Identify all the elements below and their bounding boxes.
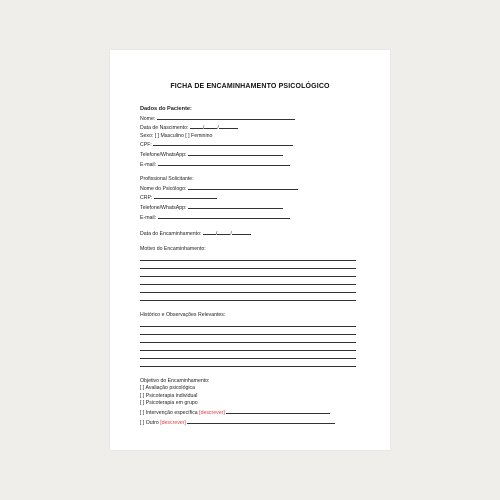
- other-label: [ ] Outro: [140, 419, 159, 426]
- patient-cpf-field[interactable]: [153, 140, 293, 146]
- referral-year-field[interactable]: [230, 229, 251, 238]
- date-separator: /: [230, 231, 232, 238]
- patient-phone-label: Telefone/WhatsApp:: [140, 151, 187, 158]
- objective-option-evaluation[interactable]: [ ] Avaliação psicológica: [140, 385, 195, 392]
- referral-date-label: Data do Encaminhamento:: [140, 231, 202, 238]
- professional-phone-label: Telefone/WhatsApp:: [140, 204, 187, 211]
- referral-month-field[interactable]: [215, 229, 232, 238]
- history-line[interactable]: [140, 335, 356, 343]
- patient-email-field[interactable]: [158, 160, 290, 166]
- professional-email-row: [140, 213, 366, 223]
- history-line[interactable]: [140, 359, 356, 367]
- patient-name-label: Nome:: [140, 115, 156, 122]
- spacer: [140, 222, 366, 229]
- referral-date-row: [140, 229, 366, 239]
- professional-section-title: Profissional Solicitante:: [140, 176, 194, 183]
- form-title: FICHA DE ENCAMINHAMENTO PSICOLÓGICO: [170, 83, 330, 90]
- patient-sex-row[interactable]: Sexo: [ ] Masculino [ ] Feminino: [140, 132, 213, 139]
- spacer: [140, 239, 366, 246]
- professional-email-field[interactable]: [158, 213, 290, 219]
- patient-phone-field[interactable]: [188, 150, 283, 156]
- professional-name-field[interactable]: [188, 184, 298, 190]
- spacer: [140, 169, 366, 176]
- patient-section-title: Dados do Paciente:: [140, 106, 192, 112]
- form-content: [140, 106, 366, 427]
- reason-line[interactable]: [140, 269, 356, 277]
- objective-option-group[interactable]: [ ] Psicoterapia em grupo: [140, 400, 198, 407]
- professional-crp-label: CRP:: [140, 195, 153, 202]
- referral-day-field[interactable]: [203, 229, 218, 238]
- patient-name-field[interactable]: [157, 114, 295, 120]
- reason-label: Motivo do Encaminhamento:: [140, 245, 206, 252]
- patient-cpf-label: CPF:: [140, 142, 152, 149]
- spacer: [140, 301, 366, 308]
- patient-name-row: [140, 114, 366, 124]
- history-line[interactable]: [140, 343, 356, 351]
- patient-birth-row: [140, 123, 366, 133]
- date-separator: /: [215, 231, 218, 238]
- professional-crp-row: [140, 193, 366, 203]
- patient-birth-label: Data de Nascimento:: [140, 125, 189, 132]
- reason-line[interactable]: [140, 277, 356, 285]
- professional-phone-row: [140, 203, 366, 213]
- professional-name-row: [140, 184, 366, 194]
- reason-line[interactable]: [140, 293, 356, 301]
- history-line[interactable]: [140, 351, 356, 359]
- other-hint: [descrever]: [160, 419, 186, 426]
- spacer: [140, 367, 366, 374]
- date-separator: /: [217, 125, 219, 132]
- date-separator: /: [202, 125, 205, 132]
- patient-email-row: [140, 160, 366, 170]
- patient-cpf-row: [140, 140, 366, 150]
- history-line[interactable]: [140, 319, 356, 327]
- form-page: [110, 50, 390, 450]
- birth-month-field[interactable]: [202, 123, 219, 132]
- other-field[interactable]: [187, 418, 335, 424]
- specific-hint: [descrever]: [199, 409, 225, 416]
- birth-day-field[interactable]: [190, 123, 205, 132]
- reason-line[interactable]: [140, 253, 356, 261]
- history-line[interactable]: [140, 327, 356, 335]
- objective-option-specific[interactable]: [140, 408, 366, 418]
- objective-option-individual[interactable]: [ ] Psicoterapia individual: [140, 392, 198, 399]
- professional-crp-field[interactable]: [154, 193, 217, 199]
- professional-phone-field[interactable]: [188, 203, 283, 209]
- objective-label: Objetivo do Encaminhamento:: [140, 377, 210, 384]
- professional-email-label: E-mail:: [140, 214, 157, 221]
- specific-field[interactable]: [226, 408, 330, 414]
- reason-line[interactable]: [140, 261, 356, 269]
- patient-email-label: E-mail:: [140, 161, 157, 168]
- professional-name-label: Nome do Psicólogo:: [140, 185, 187, 192]
- objective-option-other[interactable]: [140, 418, 366, 428]
- birth-year-field[interactable]: [217, 123, 238, 132]
- specific-label: [ ] Intervenção específica: [140, 409, 198, 416]
- patient-phone-row: [140, 150, 366, 160]
- history-label: Histórico e Observações Relevantes:: [140, 311, 226, 318]
- reason-line[interactable]: [140, 285, 356, 293]
